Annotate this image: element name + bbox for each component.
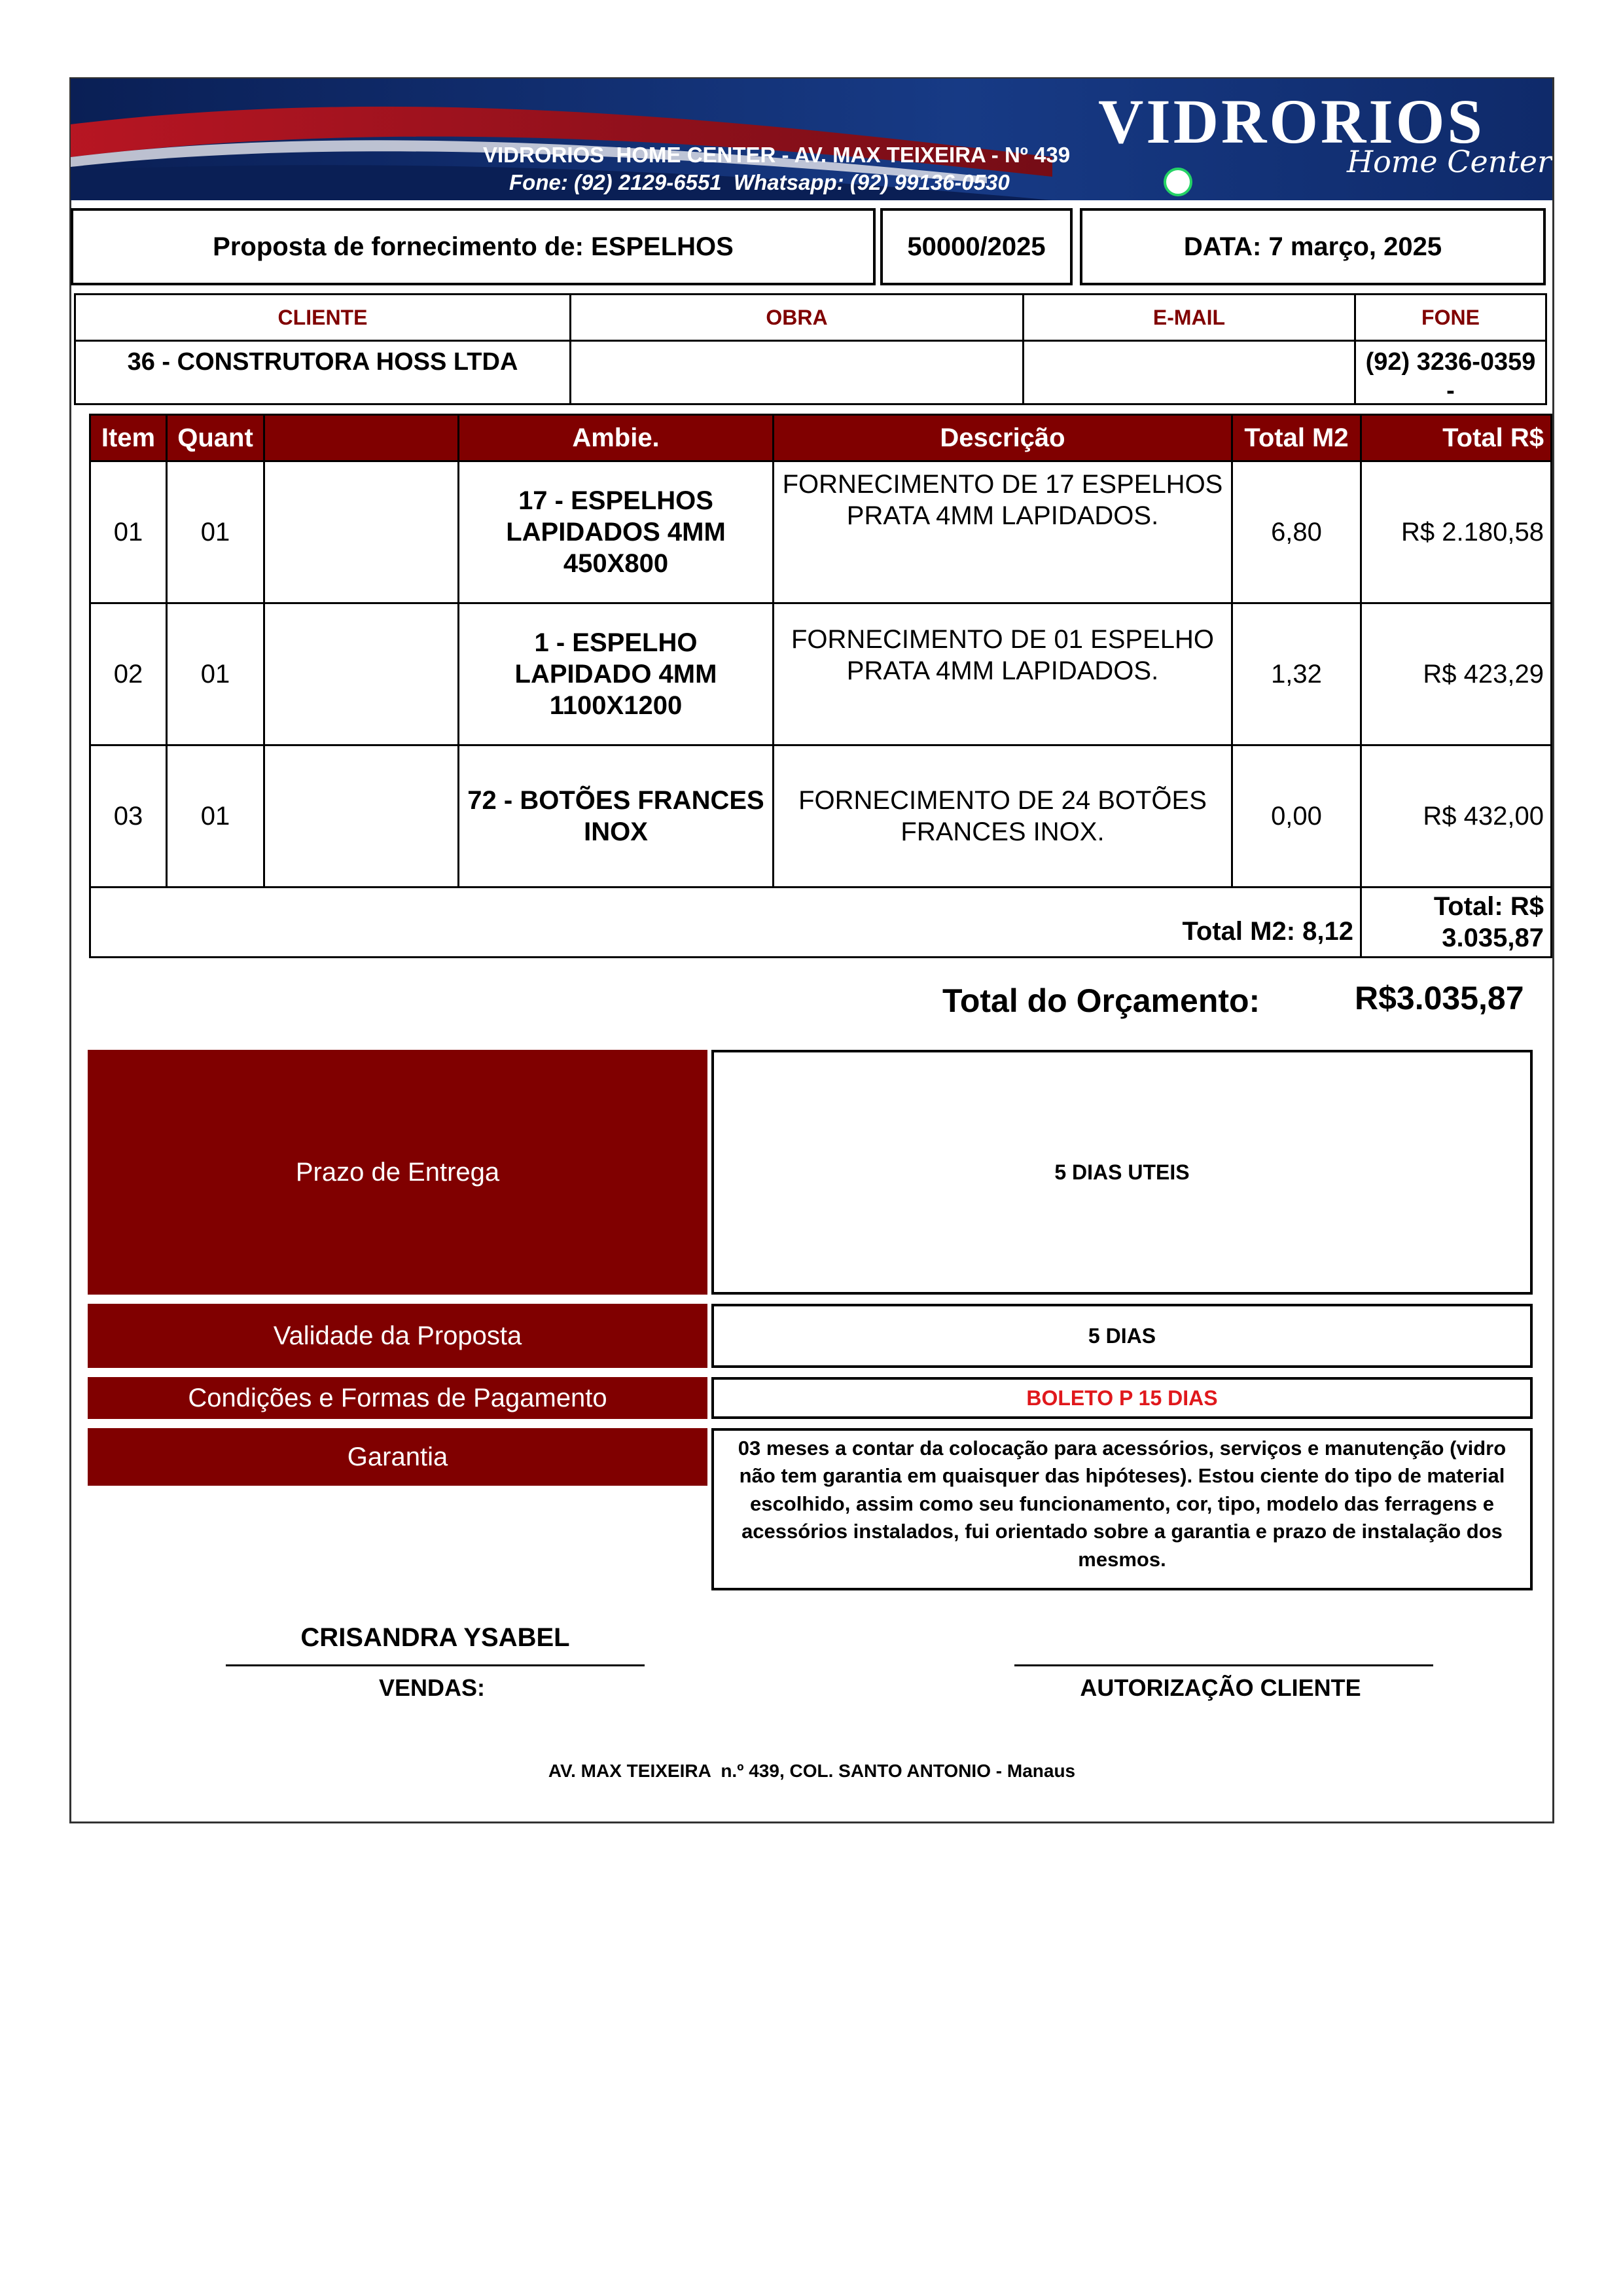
prazo-label: Prazo de Entrega (88, 1050, 707, 1295)
proposal-title: Proposta de fornecimento de: ESPELHOS (71, 208, 876, 285)
garantia-label: Garantia (88, 1428, 707, 1486)
client-header-obra: OBRA (569, 293, 1024, 342)
validade-label: Validade da Proposta (88, 1304, 707, 1368)
table-row-3-quant: 01 (166, 744, 265, 888)
orcamento-label: Total do Orçamento: (942, 982, 1260, 1019)
table-row-1-quant: 01 (166, 460, 265, 604)
table-row-1-descricao: FORNECIMENTO DE 17 ESPELHOS PRATA 4MM LAPIDADOS. (772, 460, 1233, 604)
table-row-1-item: 01 (89, 460, 168, 604)
proposal-number: 50000/2025 (880, 208, 1073, 285)
header-banner (71, 79, 1552, 200)
client-header-fone: FONE (1354, 293, 1547, 342)
validade-value: 5 DIAS (711, 1304, 1533, 1368)
table-row-3-item: 03 (89, 744, 168, 888)
seller-name: CRISANDRA YSABEL (300, 1623, 570, 1652)
items-header-item: Item (89, 414, 168, 462)
client-phone-cell (1354, 340, 1547, 405)
table-row-2-item: 02 (89, 602, 168, 746)
table-row-3-descricao: FORNECIMENTO DE 24 BOTÕES FRANCES INOX. (772, 744, 1233, 888)
table-row-1-total: R$ 2.180,58 (1360, 460, 1552, 604)
proposal-date: DATA: 7 março, 2025 (1080, 208, 1546, 285)
whatsapp-icon (1164, 168, 1192, 196)
logo-subtitle: Home Center (1347, 144, 1552, 179)
client-name-cell (74, 340, 571, 405)
seller-signature-line (226, 1664, 645, 1666)
pagamento-value: BOLETO P 15 DIAS (711, 1377, 1533, 1419)
prazo-value: 5 DIAS UTEIS (711, 1050, 1533, 1295)
client-phone-extra: - (1446, 376, 1455, 404)
footer-address: AV. MAX TEIXEIRA n.º 439, COL. SANTO ANTONIO - Manaus (548, 1761, 1076, 1781)
items-header-total-m2: Total M2 (1231, 414, 1362, 462)
client-email-cell (1022, 340, 1356, 405)
client-obra-cell (569, 340, 1024, 405)
table-row-2-ambiente: 1 - ESPELHO LAPIDADO 4MM 1100X1200 (457, 602, 774, 746)
items-header-descricao: Descrição (772, 414, 1233, 462)
company-address-line: VIDRORIOS HOME CENTER - AV. MAX TEIXEIRA - Nº 439 (483, 143, 1071, 167)
logo-text: VIDRORIOS (1098, 86, 1485, 156)
table-row-3-m2: 0,00 (1231, 744, 1362, 888)
client-phone: (92) 3236-0359 (1365, 348, 1536, 376)
garantia-value: 03 meses a contar da colocação para acessórios, serviços e manutenção (vidro não tem garantia em quaisquer das hipóteses). Estou ciente do tipo de material escolhido, assim como seu funcionamento, cor, tipo, modelo das ferragens e acessórios instalados, fui orientado sobre a garantia e prazo de instalação dos mesmos. (711, 1428, 1533, 1590)
pagamento-label: Condições e Formas de Pagamento (88, 1377, 707, 1419)
table-row-2-quant: 01 (166, 602, 265, 746)
company-phone-line: Fone: (92) 2129-6551 Whatsapp: (92) 99136-0530 (509, 170, 1010, 194)
table-row-3-ambiente: 72 - BOTÕES FRANCES INOX (457, 744, 774, 888)
table-row-1-m2: 6,80 (1231, 460, 1362, 604)
table-row-2-descricao: FORNECIMENTO DE 01 ESPELHO PRATA 4MM LAPIDADOS. (772, 602, 1233, 746)
table-row-1-extra (263, 460, 459, 604)
table-row-3-extra (263, 744, 459, 888)
items-header-ambiente: Ambie. (457, 414, 774, 462)
items-header-total-rs: Total R$ (1360, 414, 1552, 462)
table-row-2-extra (263, 602, 459, 746)
items-header-blank (263, 414, 459, 462)
seller-label: VENDAS: (378, 1674, 486, 1701)
items-header-quant: Quant (166, 414, 265, 462)
table-row-1-ambiente: 17 - ESPELHOS LAPIDADOS 4MM 450X800 (457, 460, 774, 604)
client-authorization-label: AUTORIZAÇÃO CLIENTE (1080, 1674, 1361, 1701)
items-total-m2: Total M2: 8,12 (89, 886, 1362, 958)
table-row-2-total: R$ 423,29 (1360, 602, 1552, 746)
client-signature-line (1014, 1664, 1433, 1666)
client-header-cliente: CLIENTE (74, 293, 571, 342)
orcamento-value: R$3.035,87 (1355, 980, 1524, 1016)
table-row-2-m2: 1,32 (1231, 602, 1362, 746)
client-name: 36 - CONSTRUTORA HOSS LTDA (127, 348, 518, 376)
items-total-rs: Total: R$ 3.035,87 (1360, 886, 1552, 958)
client-header-email: E-MAIL (1022, 293, 1356, 342)
table-row-3-total: R$ 432,00 (1360, 744, 1552, 888)
